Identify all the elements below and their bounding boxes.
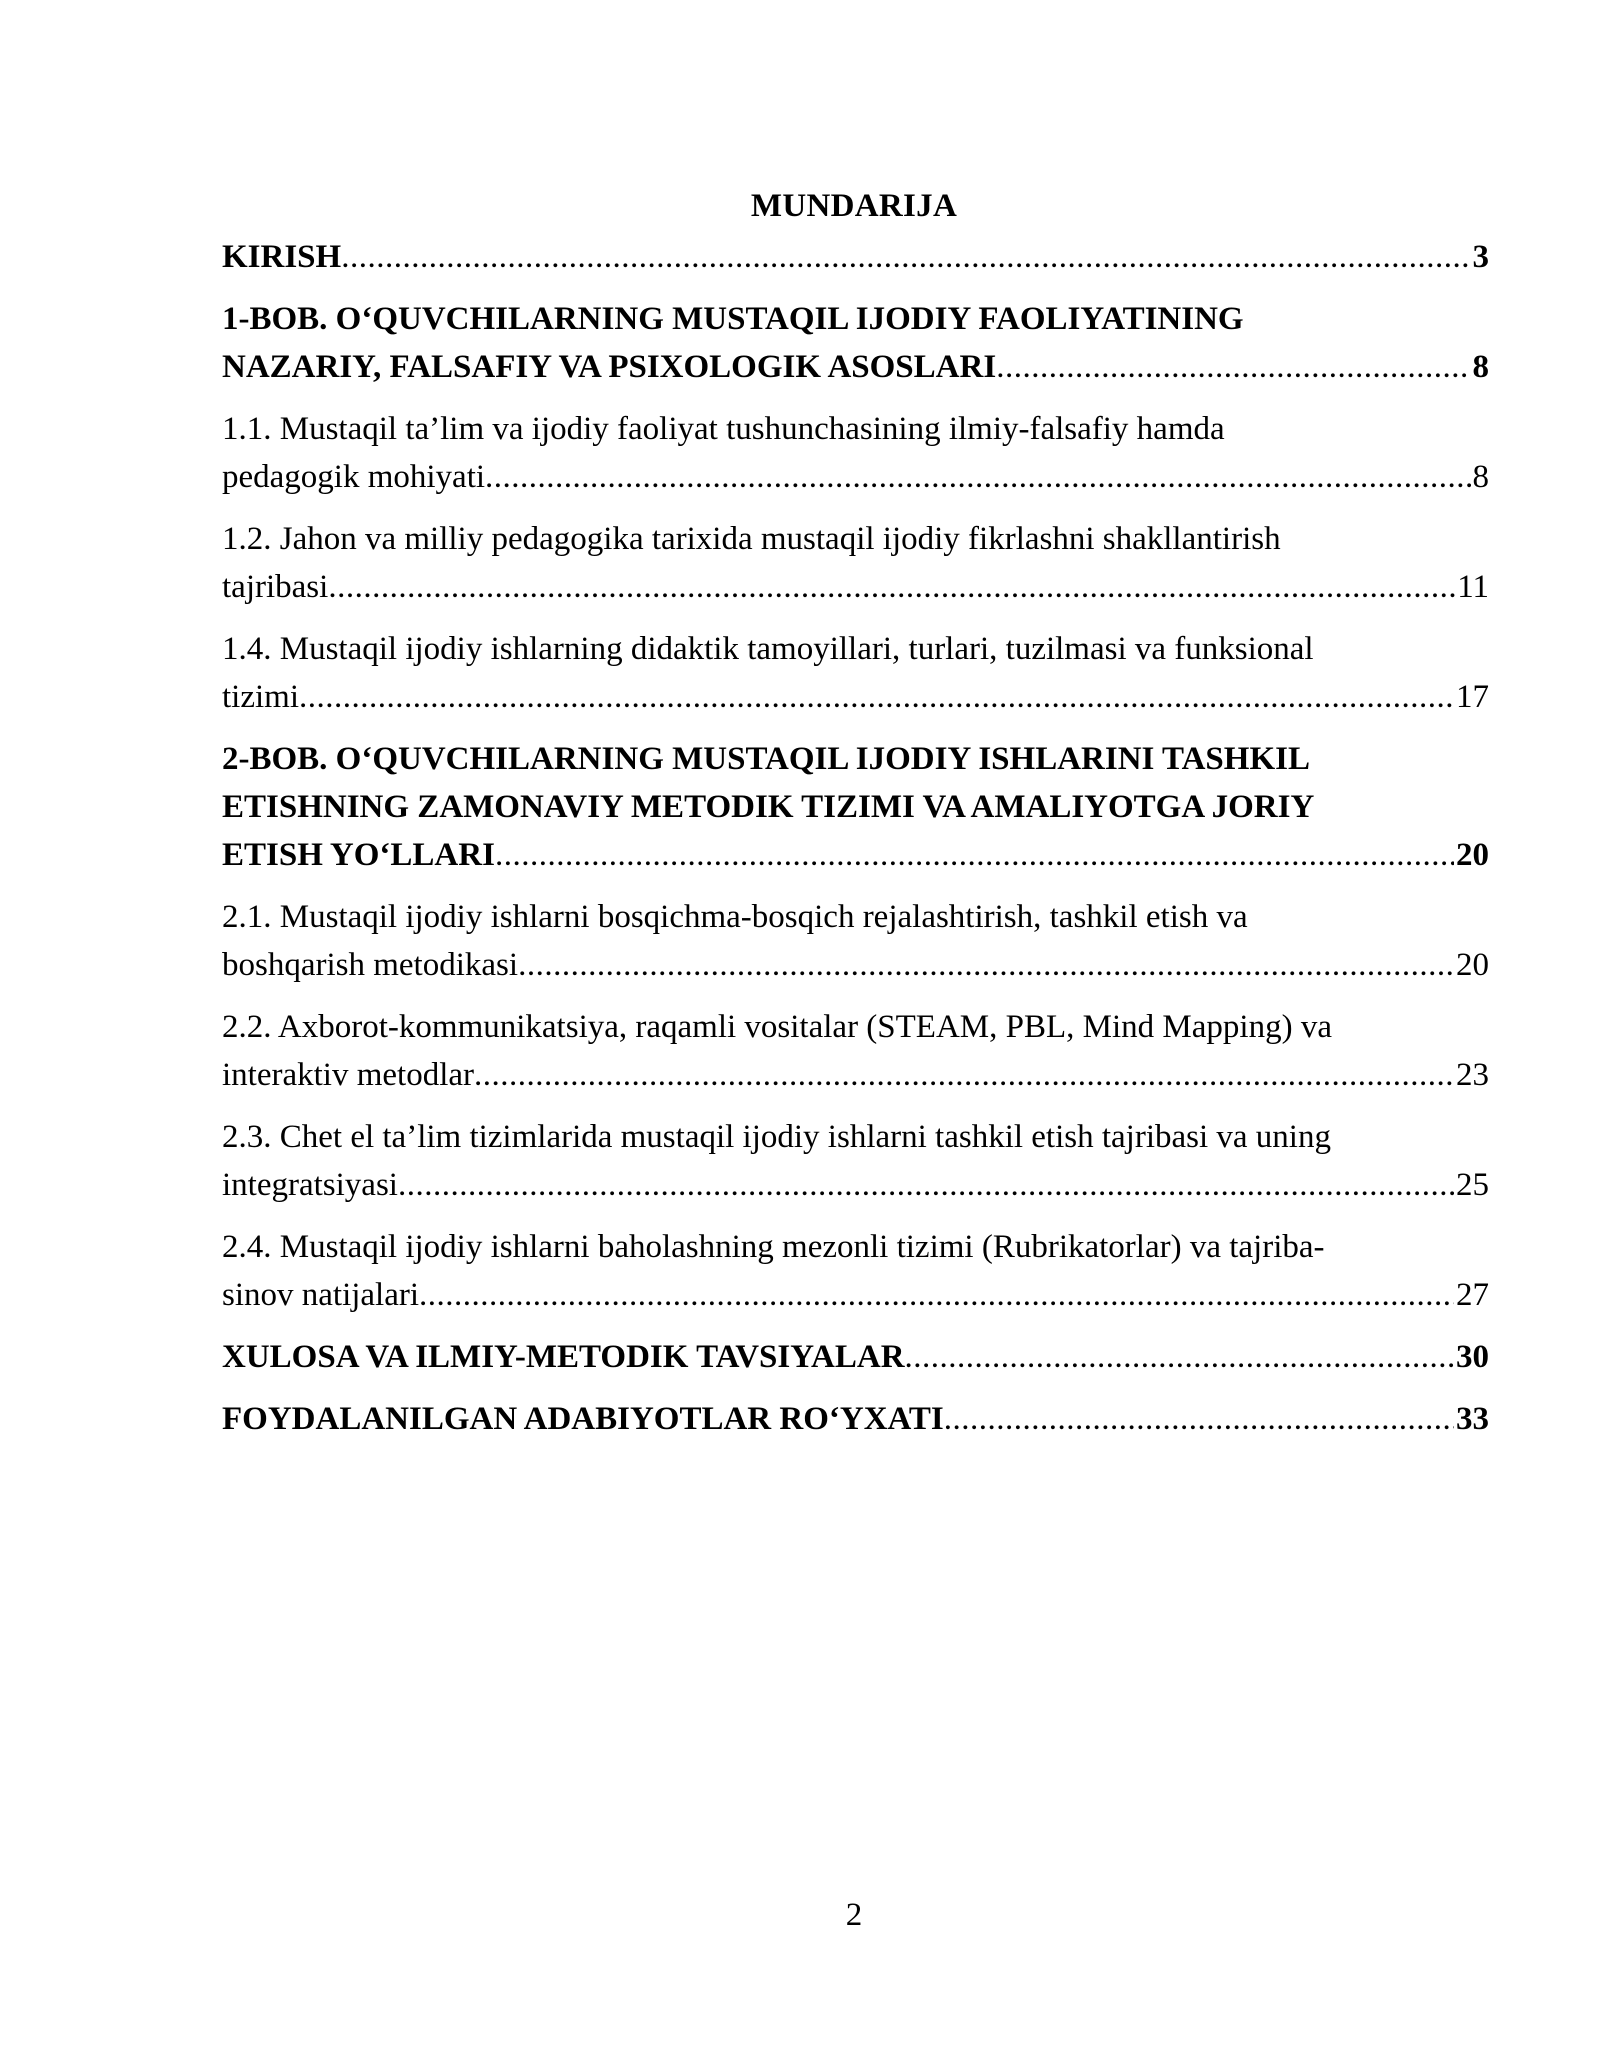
toc-entry-page-number: 11	[1457, 569, 1489, 605]
toc-entry[interactable]	[222, 233, 1489, 281]
toc-entry-title: interaktiv metodlar	[222, 1057, 474, 1093]
dot-leader	[996, 343, 1470, 391]
toc-entry-page-number: 20	[1456, 947, 1489, 983]
dot-leader	[299, 673, 1454, 721]
toc-entry-final-line	[222, 941, 1489, 989]
toc-entry-final-line	[222, 1395, 1489, 1443]
toc-entry[interactable]	[222, 515, 1489, 611]
toc-entry-page-number: 25	[1456, 1167, 1489, 1203]
toc-entry-final-line	[222, 1271, 1489, 1319]
toc-entry-page-number: 8	[1472, 349, 1489, 385]
dot-leader	[944, 1395, 1454, 1443]
toc-entry-page-number: 33	[1456, 1401, 1489, 1437]
dot-leader	[495, 831, 1454, 879]
dot-leader	[398, 1161, 1454, 1209]
dot-leader	[419, 1271, 1454, 1319]
toc-entry-page-number: 30	[1456, 1339, 1489, 1375]
toc-entry-title: FOYDALANILGAN ADABIYOTLAR RO‘YXATI	[222, 1401, 944, 1437]
dot-leader	[518, 941, 1454, 989]
toc-entry-final-line	[222, 563, 1489, 611]
toc-entry-line: ETISHNING ZAMONAVIY METODIK TIZIMI VA AMALIYOTGA JORIY	[222, 789, 1315, 825]
toc-entry[interactable]	[222, 1223, 1489, 1319]
toc-title: MUNDARIJA	[750, 188, 958, 224]
dot-leader	[905, 1333, 1454, 1381]
toc-entry-final-line	[222, 453, 1489, 501]
toc-entry-final-line	[222, 831, 1489, 879]
toc-entry-page-number: 20	[1456, 837, 1489, 873]
toc-entry-line: 2.3. Chet el ta’lim tizimlarida mustaqil ijodiy ishlarni tashkil etish tajribasi va uning	[222, 1119, 1331, 1155]
toc-entry-line: 1.2. Jahon va milliy pedagogika tarixida mustaqil ijodiy fikrlashni shakllantirish	[222, 521, 1281, 557]
toc-entry-line: 2.4. Mustaqil ijodiy ishlarni baholashning mezonli tizimi (Rubrikatorlar) va tajriba-	[222, 1229, 1325, 1265]
toc-entry-final-line	[222, 1333, 1489, 1381]
toc-entry-title: integratsiyasi	[222, 1167, 398, 1203]
toc-entry-title: pedagogik mohiyati	[222, 459, 486, 495]
toc-entry-final-line	[222, 1051, 1489, 1099]
toc-entry-page-number: 17	[1456, 679, 1489, 715]
dot-leader	[341, 233, 1470, 281]
toc-entry-page-number: 3	[1472, 239, 1489, 275]
toc-entry[interactable]	[222, 1333, 1489, 1381]
toc-entry-title: NAZARIY, FALSAFIY VA PSIXOLOGIK ASOSLARI	[222, 349, 997, 385]
dot-leader	[328, 563, 1455, 611]
toc-entry-title: KIRISH	[222, 239, 342, 275]
dot-leader	[485, 453, 1470, 501]
toc-entry-final-line	[222, 1161, 1489, 1209]
toc-entry-title: XULOSA VA ILMIY-METODIK TAVSIYALAR	[222, 1339, 905, 1375]
toc-entry[interactable]	[222, 735, 1489, 879]
toc-entry[interactable]	[222, 1395, 1489, 1443]
toc-entry[interactable]	[222, 893, 1489, 989]
toc-entry-title: sinov natijalari	[222, 1277, 420, 1313]
toc-entry-line: 1.4. Mustaqil ijodiy ishlarning didaktik tamoyillari, turlari, tuzilmasi va funksional	[222, 631, 1314, 667]
toc-entry-title: tajribasi	[222, 569, 329, 605]
toc-entry-title: tizimi	[222, 679, 299, 715]
toc-entry[interactable]	[222, 295, 1489, 391]
toc-entry-final-line	[222, 673, 1489, 721]
toc-entry-line: 2-BOB. O‘QUVCHILARNING MUSTAQIL IJODIY ISHLARINI TASHKIL	[222, 741, 1310, 777]
toc-entry-final-line	[222, 233, 1489, 281]
toc-entry-final-line	[222, 343, 1489, 391]
toc-entry-line: 1.1. Mustaqil ta’lim va ijodiy faoliyat tushunchasining ilmiy-falsafiy hamda	[222, 411, 1225, 447]
toc-entry[interactable]	[222, 405, 1489, 501]
toc-entry-line: 1-BOB. O‘QUVCHILARNING MUSTAQIL IJODIY FAOLIYATINING	[222, 301, 1244, 337]
toc-entry[interactable]	[222, 625, 1489, 721]
toc-entry[interactable]	[222, 1113, 1489, 1209]
toc-entry-page-number: 8	[1472, 459, 1489, 495]
toc-entry-line: 2.2. Axborot-kommunikatsiya, raqamli vositalar (STEAM, PBL, Mind Mapping) va	[222, 1009, 1332, 1045]
toc-entry-page-number: 27	[1456, 1277, 1489, 1313]
toc-entry-title: boshqarish metodikasi	[222, 947, 519, 983]
toc-entry-title: ETISH YO‘LLARI	[222, 837, 495, 873]
page-number: 2	[845, 1897, 863, 1933]
toc-entry-line: 2.1. Mustaqil ijodiy ishlarni bosqichma-bosqich rejalashtirish, tashkil etish va	[222, 899, 1248, 935]
table-of-contents	[222, 233, 1489, 1443]
toc-entry-page-number: 23	[1456, 1057, 1489, 1093]
dot-leader	[474, 1051, 1454, 1099]
toc-entry[interactable]	[222, 1003, 1489, 1099]
